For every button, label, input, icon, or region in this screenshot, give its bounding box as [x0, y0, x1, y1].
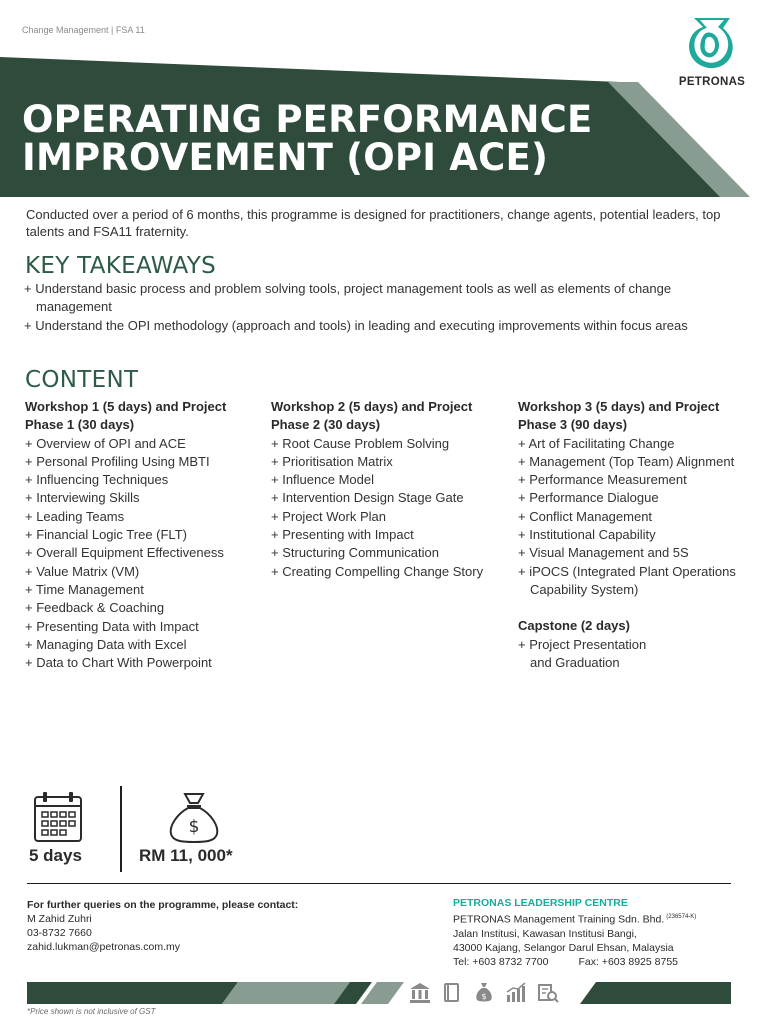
list-item: + Art of Facilitating Change: [518, 435, 675, 451]
list-item: + Management (Top Team) Alignment: [518, 453, 735, 469]
list-item: + Financial Logic Tree (FLT): [25, 527, 187, 543]
title-line-1: OPERATING PERFORMANCE: [22, 98, 593, 141]
growth-chart-icon: [504, 980, 528, 1006]
list-item: + Influence Model: [271, 472, 374, 488]
workshop-1-title: Workshop 1 (5 days) and Project Phase 1 (30 days): [25, 399, 227, 433]
duration-value: 5 days: [29, 846, 82, 865]
centre-title: PETRONAS LEADERSHIP CENTRE: [453, 897, 628, 909]
fee-value: RM 11, 000*: [139, 846, 233, 865]
workshop-2-column: [271, 398, 496, 581]
document-category: Change Management | FSA 11: [22, 25, 145, 35]
svg-text:$: $: [188, 817, 200, 837]
takeaways-list: [24, 280, 724, 335]
footer-decor-bar: [0, 980, 768, 1006]
book-icon: [440, 980, 464, 1006]
workshop-1-column: [25, 398, 255, 672]
contact-phone: 03-8732 7660: [27, 927, 92, 939]
list-item: + Value Matrix (VM): [25, 563, 140, 579]
list-item: + Presenting Data with Impact: [25, 618, 199, 634]
list-item: + Overview of OPI and ACE: [25, 435, 186, 451]
list-item: + Time Management: [25, 581, 144, 597]
gst-footnote: *Price shown is not inclusive of GST: [27, 1007, 156, 1016]
contact-email[interactable]: zahid.lukman@petronas.com.my: [27, 941, 181, 953]
list-item: + Creating Compelling Change Story: [271, 563, 484, 579]
intro-paragraph: Conducted over a period of 6 months, this programme is designed for practitioners, change agents, potential leaders, top talents and FSA11 fraternity.: [26, 207, 721, 239]
calendar-icon: [33, 791, 83, 843]
footer-divider: [27, 883, 731, 884]
list-item: + Influencing Techniques: [25, 472, 169, 488]
analysis-icon: [536, 980, 560, 1006]
contact-title: For further queries on the programme, please contact:: [27, 899, 299, 911]
list-item: + Understand basic process and problem solving tools, project management tools as well as elements of change management: [24, 281, 672, 315]
list-item: + Managing Data with Excel: [25, 636, 187, 652]
coin-bag-icon: [472, 980, 496, 1006]
list-item: + Personal Profiling Using MBTI: [25, 453, 210, 469]
centre-address-2: 43000 Kajang, Selangor Darul Ehsan, Malaysia: [453, 941, 674, 954]
list-item: + Project Work Plan: [271, 508, 387, 524]
list-item: + Project Presentation and Graduation: [518, 636, 647, 670]
list-item: + Institutional Capability: [518, 527, 656, 543]
list-item: + Visual Management and 5S: [518, 545, 689, 561]
key-takeaways-heading: KEY TAKEAWAYS: [25, 253, 217, 279]
title-line-2: IMPROVEMENT (OPI ACE): [22, 136, 549, 179]
stats-divider: [120, 786, 122, 872]
list-item: + iPOCS (Integrated Plant Operations Capability System): [518, 563, 736, 597]
centre-block: [453, 896, 696, 969]
footer-icons: [408, 980, 560, 1006]
contact-name: M Zahid Zuhri: [27, 913, 92, 925]
list-item: + Prioritisation Matrix: [271, 453, 393, 469]
contact-block: [27, 898, 298, 954]
list-item: + Interviewing Skills: [25, 490, 140, 506]
list-item: + Understand the OPI methodology (approach and tools) in leading and executing improvements within focus areas: [24, 317, 688, 333]
workshop-2-title: Workshop 2 (5 days) and Project Phase 2 (30 days): [271, 399, 473, 433]
content-heading: CONTENT: [25, 367, 139, 393]
capstone-title: Capstone (2 days): [518, 618, 630, 634]
institution-icon: [408, 980, 432, 1006]
list-item: + Overall Equipment Effectiveness: [25, 545, 224, 561]
list-item: + Performance Measurement: [518, 472, 687, 488]
workshop-3-title: Workshop 3 (5 days) and Project Phase 3 (90 days): [518, 399, 720, 433]
brand-name: PETRONAS: [678, 76, 746, 88]
list-item: + Data to Chart With Powerpoint: [25, 655, 212, 671]
list-item: + Structuring Communication: [271, 545, 439, 561]
list-item: + Leading Teams: [25, 508, 125, 524]
list-item: + Presenting with Impact: [271, 527, 414, 543]
list-item: + Conflict Management: [518, 508, 653, 524]
centre-address-1: Jalan Institusi, Kawasan Institusi Bangi,: [453, 927, 637, 940]
centre-company: PETRONAS Management Training Sdn. Bhd.: [453, 913, 665, 926]
money-bag-icon: [165, 790, 223, 844]
centre-fax: Fax: +603 8925 8755: [578, 955, 679, 968]
list-item: + Performance Dialogue: [518, 490, 659, 506]
list-item: + Intervention Design Stage Gate: [271, 490, 464, 506]
list-item: + Feedback & Coaching: [25, 600, 165, 616]
page-title: [22, 98, 593, 179]
list-item: + Root Cause Problem Solving: [271, 435, 450, 451]
centre-tel: Tel: +603 8732 7700: [453, 955, 549, 968]
svg-text:$: $: [481, 992, 487, 1001]
workshop-3-column: [518, 398, 743, 672]
company-reg: (236574-K): [666, 914, 697, 920]
